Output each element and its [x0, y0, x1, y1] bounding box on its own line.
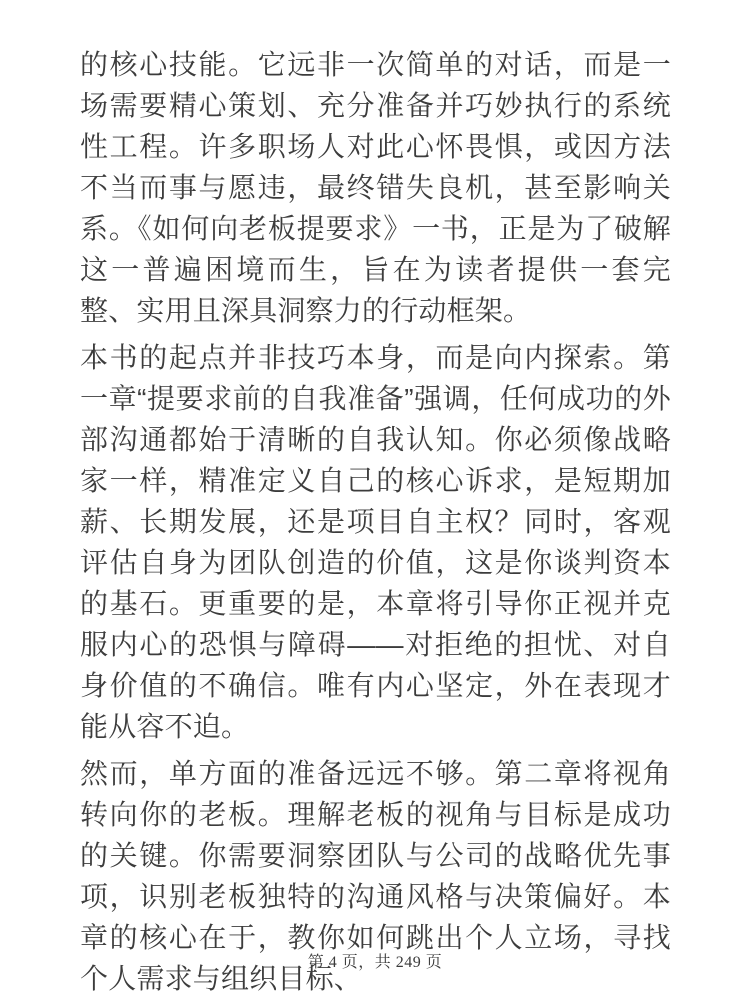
paragraph: 的核心技能。它远非一次简单的对话，而是一场需要精心策划、充分准备并巧妙执行的系统性工程。许多职场人对此心怀畏惧，或因方法不当而事与愿违，最终错失良机，甚至影响关系。《如何向老板提要求》一书，正是为了破解这一普遍困境而生，旨在为读者提供一套完整、实用且深具洞察力的行动框架。	[80, 49, 671, 326]
page-text-content	[80, 44, 671, 1000]
paragraph: 然而，单方面的准备远远不够。第二章将视角转向你的老板。理解老板的视角与目标是成功的关键。你需要洞察团队与公司的战略优先事项，识别老板独特的沟通风格与决策偏好。本章的核心在于，教你如何跳出个人立场，寻找个人需求与组织目标、	[80, 758, 671, 994]
paragraph: 本书的起点并非技巧本身，而是向内探索。第一章“提要求前的自我准备”强调，任何成功的外部沟通都始于清晰的自我认知。你必须像战略家一样，精准定义自己的核心诉求，是短期加薪、长期发展，还是项目自主权？同时，客观评估自身为团队创造的价值，这是你谈判资本的基石。更重要的是，本章将引导你正视并克服内心的恐惧与障碍——对拒绝的担忧、对自身价值的不确信。唯有内心坚定，外在表现才能从容不迫。	[80, 342, 671, 742]
page-number-indicator: 第 4 页，共 249 页	[307, 954, 443, 971]
